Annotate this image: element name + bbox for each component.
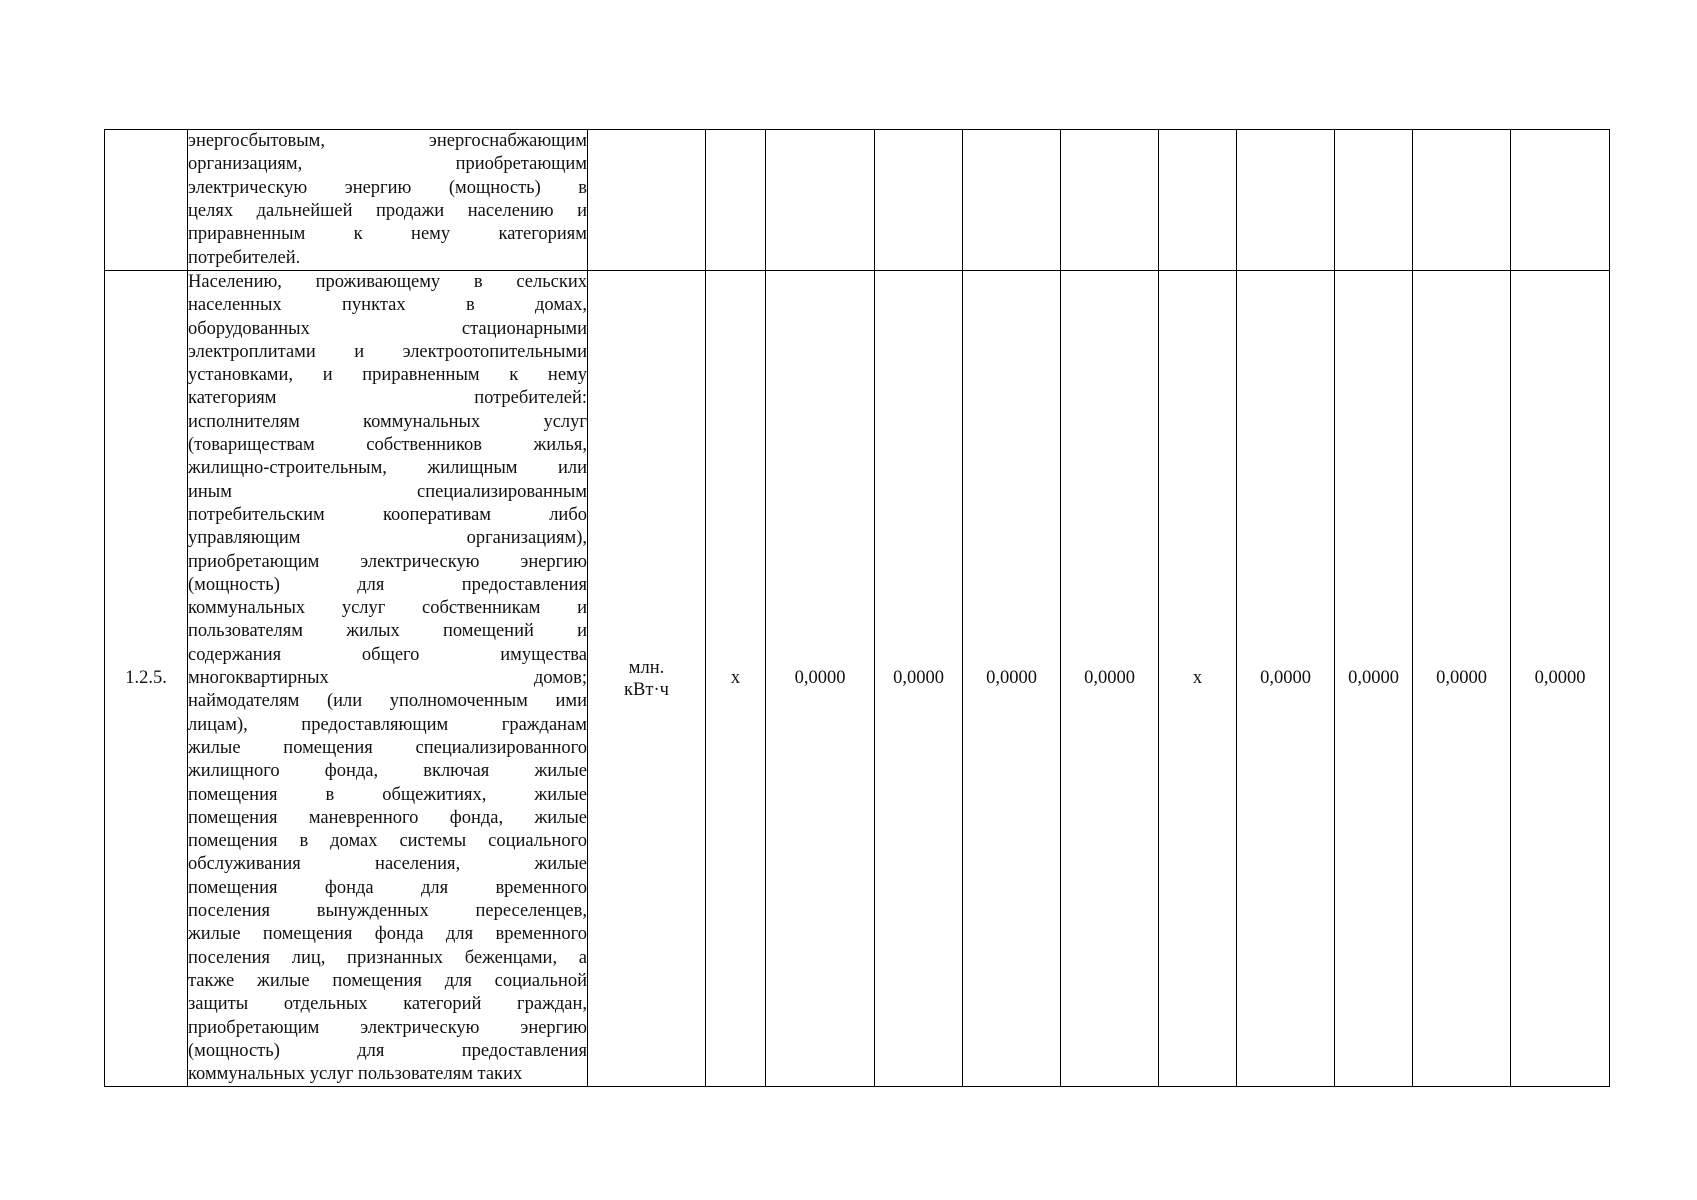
description-line: пользователям жилых помещений и [188, 621, 587, 642]
description-line: поселения лиц, признанных беженцами, а [188, 947, 587, 968]
value-cell [706, 130, 766, 271]
description-line: целях дальнейшей продажи населению и [188, 201, 587, 221]
description-line: помещения маневренного фонда, жилые [188, 807, 587, 828]
description-line: помещения в домах системы социального [188, 831, 587, 852]
value-cell [1413, 130, 1511, 271]
description-line: защиты отдельных категорий граждан, [188, 994, 587, 1015]
description-line: поселения вынужденных переселенцев, [188, 901, 587, 922]
description-line: (товариществам собственников жилья, [188, 435, 587, 456]
description-line: электрическую энергию (мощность) в [188, 177, 587, 198]
row-description [188, 130, 588, 271]
description-line: иным специализированным [188, 481, 587, 502]
description-text [188, 130, 587, 270]
description-line: приобретающим электрическую энергию [188, 1017, 587, 1038]
description-line: организациям, приобретающим [188, 154, 587, 175]
value-cell [766, 130, 875, 271]
description-line: жилые помещения специализированного [188, 737, 587, 758]
value-cell [963, 130, 1061, 271]
unit-cell [588, 271, 706, 1087]
description-line: многоквартирных домов; [188, 668, 587, 689]
value-cell [1237, 130, 1335, 271]
value-cell [1511, 130, 1610, 271]
description-line: жилищного фонда, включая жилые [188, 761, 587, 782]
row-number [105, 130, 188, 271]
value-cell: 0,0000 [1335, 271, 1413, 1087]
description-line: установками, и приравненным к нему [188, 365, 587, 386]
description-line: электроплитами и электроотопительными [188, 341, 587, 362]
description-line: лицам), предоставляющим гражданам [188, 714, 587, 735]
value-cell [1061, 130, 1159, 271]
tariff-table [104, 129, 1610, 1087]
description-line: обслуживания населения, жилые [188, 854, 587, 875]
description-line: также жилые помещения для социальной [188, 970, 587, 991]
unit-cell [588, 130, 706, 271]
description-line: потребительским кооперативам либо [188, 504, 587, 525]
table-row [105, 130, 1610, 271]
value-cell: х [1159, 271, 1237, 1087]
table-row [105, 271, 1610, 1087]
value-cell: 0,0000 [963, 271, 1061, 1087]
description-line: управляющим организациям), [188, 528, 587, 549]
unit-line: кВт·ч [624, 679, 669, 700]
row-description [188, 271, 588, 1087]
row-number: 1.2.5. [105, 271, 188, 1087]
description-line: энергосбытовым, энергоснабжающим [188, 131, 587, 152]
value-cell [1159, 130, 1237, 271]
description-text [188, 271, 587, 1086]
value-cell: 0,0000 [1511, 271, 1610, 1087]
description-line: приравненным к нему категориям [188, 224, 587, 245]
description-line: оборудованных стационарными [188, 318, 587, 339]
value-cell: 0,0000 [875, 271, 963, 1087]
unit-line: млн. [628, 657, 665, 678]
value-cell: 0,0000 [1413, 271, 1511, 1087]
description-line: Населению, проживающему в сельских [188, 272, 587, 292]
value-cell: 0,0000 [766, 271, 875, 1087]
description-line: населенных пунктах в домах, [188, 295, 587, 316]
description-line: коммунальных услуг собственникам и [188, 598, 587, 619]
description-line: наймодателям (или уполномоченным ими [188, 691, 587, 712]
description-line: (мощность) для предоставления [188, 574, 587, 595]
value-cell [1335, 130, 1413, 271]
description-line: содержания общего имущества [188, 644, 587, 665]
description-line: коммунальных услуг пользователям таких [188, 1064, 523, 1085]
value-cell: 0,0000 [1061, 271, 1159, 1087]
description-line: исполнителям коммунальных услуг [188, 411, 587, 432]
description-line: жилые помещения фонда для временного [188, 924, 587, 945]
description-line: категориям потребителей: [188, 388, 587, 409]
description-line: потребителей. [188, 247, 301, 268]
description-line: (мощность) для предоставления [188, 1040, 587, 1061]
value-cell: 0,0000 [1237, 271, 1335, 1087]
description-line: жилищно-строительным, жилищным или [188, 458, 587, 479]
description-line: приобретающим электрическую энергию [188, 551, 587, 572]
description-line: помещения в общежитиях, жилые [188, 784, 587, 805]
value-cell [875, 130, 963, 271]
description-line: помещения фонда для временного [188, 877, 587, 898]
value-cell: х [706, 271, 766, 1087]
